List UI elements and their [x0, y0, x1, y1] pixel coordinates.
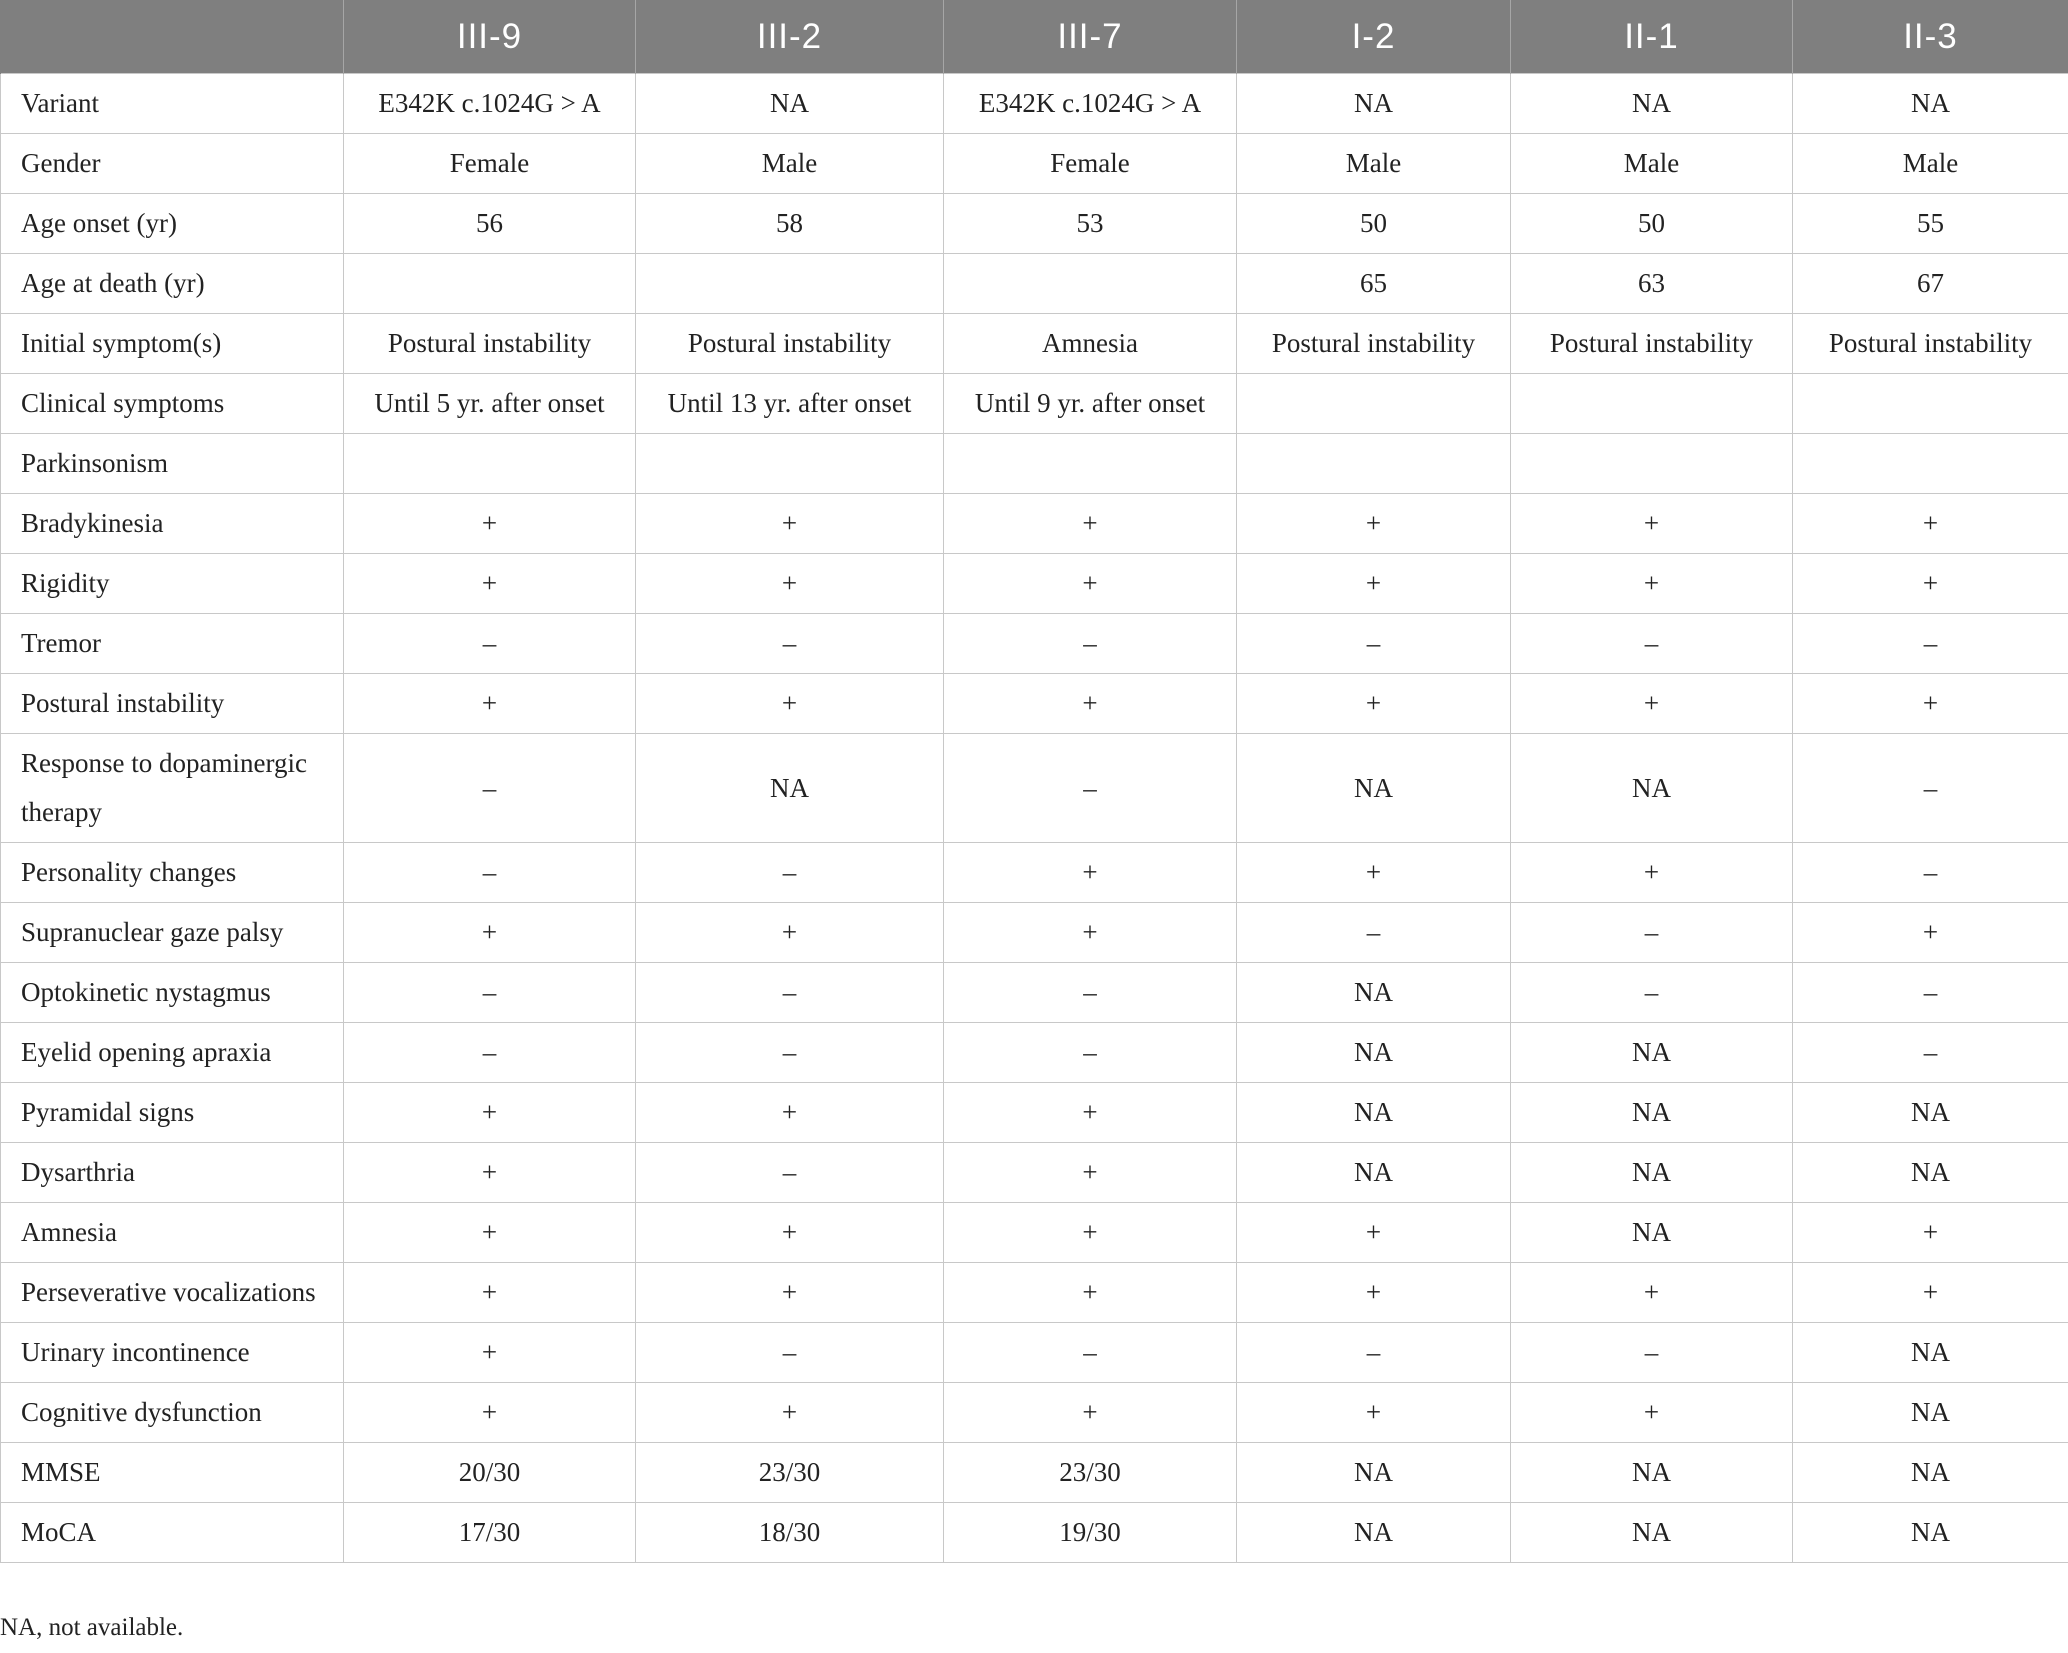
table-cell: NA — [1237, 1443, 1511, 1503]
table-cell — [1793, 434, 2068, 494]
table-cell: NA — [1793, 1083, 2068, 1143]
table-cell — [636, 434, 944, 494]
table-row — [1, 1023, 2068, 1083]
table-cell: Postural instability — [1511, 314, 1793, 374]
table-cell: NA — [1237, 963, 1511, 1023]
table-cell: + — [344, 1143, 636, 1203]
table-cell: NA — [1237, 1503, 1511, 1563]
table-cell: Amnesia — [944, 314, 1237, 374]
table-cell: + — [1511, 1263, 1793, 1323]
table-row — [1, 494, 2068, 554]
header-cell: III-2 — [636, 0, 944, 74]
table-cell: E342K c.1024G > A — [944, 74, 1237, 134]
table-cell: – — [636, 1023, 944, 1083]
table-cell — [1793, 374, 2068, 434]
table-cell: Male — [636, 134, 944, 194]
row-label: MoCA — [1, 1503, 344, 1563]
table-cell: + — [1793, 903, 2068, 963]
table-cell: – — [1793, 963, 2068, 1023]
table-row — [1, 74, 2068, 134]
table-cell: + — [944, 674, 1237, 734]
table-cell: Male — [1511, 134, 1793, 194]
table-cell: NA — [1511, 1443, 1793, 1503]
table-cell: 65 — [1237, 254, 1511, 314]
row-label: Parkinsonism — [1, 434, 344, 494]
table-cell: – — [1793, 614, 2068, 674]
table-cell: NA — [1237, 1083, 1511, 1143]
table-cell: 50 — [1511, 194, 1793, 254]
row-label: Eyelid opening apraxia — [1, 1023, 344, 1083]
row-label: Perseverative vocalizations — [1, 1263, 344, 1323]
table-cell: + — [944, 903, 1237, 963]
table-cell — [1237, 374, 1511, 434]
table-footnote: NA, not available. — [0, 1614, 184, 1641]
table-cell: – — [944, 963, 1237, 1023]
table-cell — [344, 254, 636, 314]
table-cell: + — [1511, 674, 1793, 734]
table-cell: – — [636, 614, 944, 674]
table-cell: + — [636, 554, 944, 614]
table-cell: NA — [1793, 1383, 2068, 1443]
table-cell: NA — [1511, 734, 1793, 843]
table-cell: Postural instability — [344, 314, 636, 374]
table-row — [1, 843, 2068, 903]
table-cell: + — [1793, 554, 2068, 614]
table-cell: NA — [1511, 1203, 1793, 1263]
table-cell: NA — [1511, 1083, 1793, 1143]
table-cell: – — [1511, 963, 1793, 1023]
table-cell: – — [1237, 903, 1511, 963]
table-cell — [944, 434, 1237, 494]
table-cell: Female — [944, 134, 1237, 194]
table-cell: – — [344, 843, 636, 903]
table-cell: – — [344, 1023, 636, 1083]
table-row — [1, 434, 2068, 494]
table-cell: 23/30 — [636, 1443, 944, 1503]
header-cell: I-2 — [1237, 0, 1511, 74]
table-row — [1, 903, 2068, 963]
table-cell: + — [944, 1083, 1237, 1143]
table-row — [1, 254, 2068, 314]
table-cell: NA — [1237, 1023, 1511, 1083]
table-cell: Male — [1793, 134, 2068, 194]
table-cell: + — [1793, 494, 2068, 554]
table-cell: Postural instability — [1793, 314, 2068, 374]
table-cell: + — [344, 1203, 636, 1263]
table-cell: + — [944, 1203, 1237, 1263]
table-cell: + — [1237, 1383, 1511, 1443]
row-label: Variant — [1, 74, 344, 134]
table-cell: – — [636, 1143, 944, 1203]
table-row — [1, 1203, 2068, 1263]
table-cell: Until 13 yr. after onset — [636, 374, 944, 434]
table-cell: 53 — [944, 194, 1237, 254]
table-cell: + — [1511, 554, 1793, 614]
table-cell: + — [1511, 843, 1793, 903]
table-cell: Female — [344, 134, 636, 194]
table-cell: + — [636, 494, 944, 554]
table-cell: Postural instability — [1237, 314, 1511, 374]
table-row — [1, 134, 2068, 194]
table-cell: + — [1511, 1383, 1793, 1443]
table-cell: + — [944, 1263, 1237, 1323]
table-cell: – — [1237, 614, 1511, 674]
row-label: Age onset (yr) — [1, 194, 344, 254]
table-cell: – — [636, 1323, 944, 1383]
row-label: Optokinetic nystagmus — [1, 963, 344, 1023]
table-cell: E342K c.1024G > A — [344, 74, 636, 134]
row-label: Amnesia — [1, 1203, 344, 1263]
table-row — [1, 614, 2068, 674]
table-cell: + — [1237, 554, 1511, 614]
table-row — [1, 1443, 2068, 1503]
row-label: Tremor — [1, 614, 344, 674]
row-label: Cognitive dysfunction — [1, 1383, 344, 1443]
table-cell: 17/30 — [344, 1503, 636, 1563]
table-cell: NA — [1237, 1143, 1511, 1203]
table-cell: NA — [1793, 1323, 2068, 1383]
table-row — [1, 734, 2068, 843]
table-cell: – — [944, 1323, 1237, 1383]
row-label: Initial symptom(s) — [1, 314, 344, 374]
table-cell: NA — [636, 734, 944, 843]
table-cell: + — [944, 1143, 1237, 1203]
table-cell — [1511, 374, 1793, 434]
table-cell: NA — [636, 74, 944, 134]
table-cell: 63 — [1511, 254, 1793, 314]
row-label: Clinical symptoms — [1, 374, 344, 434]
table-cell: 50 — [1237, 194, 1511, 254]
table-row — [1, 1143, 2068, 1203]
table-cell: + — [344, 1083, 636, 1143]
table-cell: – — [344, 734, 636, 843]
table-cell: + — [636, 1203, 944, 1263]
table-cell — [944, 254, 1237, 314]
table-cell — [1237, 434, 1511, 494]
table-cell: + — [344, 674, 636, 734]
header-row — [1, 0, 2068, 74]
table-cell: + — [344, 1323, 636, 1383]
table-cell: + — [344, 1263, 636, 1323]
table-row — [1, 374, 2068, 434]
table-cell: + — [1237, 674, 1511, 734]
table-cell: + — [944, 1383, 1237, 1443]
table-cell: 23/30 — [944, 1443, 1237, 1503]
table-cell: – — [1237, 1323, 1511, 1383]
table-cell: + — [344, 494, 636, 554]
table-cell: + — [344, 903, 636, 963]
table-cell: – — [1511, 903, 1793, 963]
table-row — [1, 963, 2068, 1023]
table-cell: + — [944, 843, 1237, 903]
table-cell: NA — [1793, 1143, 2068, 1203]
table-cell: 19/30 — [944, 1503, 1237, 1563]
table-cell: – — [1511, 614, 1793, 674]
row-label: Dysarthria — [1, 1143, 344, 1203]
table-cell: NA — [1793, 1443, 2068, 1503]
header-cell: II-3 — [1793, 0, 2068, 74]
table-cell: – — [344, 614, 636, 674]
table-cell: – — [636, 843, 944, 903]
table-row — [1, 314, 2068, 374]
table-cell: + — [944, 494, 1237, 554]
row-label: Bradykinesia — [1, 494, 344, 554]
row-label: Rigidity — [1, 554, 344, 614]
table-cell: NA — [1237, 74, 1511, 134]
row-label: Postural instability — [1, 674, 344, 734]
table-cell — [1511, 434, 1793, 494]
row-label: MMSE — [1, 1443, 344, 1503]
table-cell: Until 5 yr. after onset — [344, 374, 636, 434]
row-label: Response to dopaminergic therapy — [1, 734, 344, 843]
table-cell: – — [1793, 843, 2068, 903]
table-cell: NA — [1511, 1143, 1793, 1203]
table-cell: – — [1793, 734, 2068, 843]
table-cell: 58 — [636, 194, 944, 254]
table-cell: + — [1237, 1263, 1511, 1323]
table-cell: Until 9 yr. after onset — [944, 374, 1237, 434]
table-cell: + — [1793, 1203, 2068, 1263]
header-cell: III-7 — [944, 0, 1237, 74]
table-cell: – — [1511, 1323, 1793, 1383]
table-cell: NA — [1511, 74, 1793, 134]
table-cell: + — [1237, 1203, 1511, 1263]
row-label: Age at death (yr) — [1, 254, 344, 314]
table-cell: 20/30 — [344, 1443, 636, 1503]
table-cell: – — [944, 1023, 1237, 1083]
table-cell: + — [636, 903, 944, 963]
table-cell: + — [1237, 494, 1511, 554]
table-row — [1, 1323, 2068, 1383]
table-cell: 18/30 — [636, 1503, 944, 1563]
header-cell: III-9 — [344, 0, 636, 74]
table-row — [1, 674, 2068, 734]
row-label: Pyramidal signs — [1, 1083, 344, 1143]
table-row — [1, 1383, 2068, 1443]
table-cell — [344, 434, 636, 494]
table-cell: + — [944, 554, 1237, 614]
table-cell: – — [944, 734, 1237, 843]
table-cell: – — [636, 963, 944, 1023]
table-cell: 56 — [344, 194, 636, 254]
header-cell: II-1 — [1511, 0, 1793, 74]
row-label: Personality changes — [1, 843, 344, 903]
table-cell: + — [1793, 674, 2068, 734]
row-label: Urinary incontinence — [1, 1323, 344, 1383]
table-row — [1, 1263, 2068, 1323]
table-cell: – — [1793, 1023, 2068, 1083]
table-row — [1, 194, 2068, 254]
table-cell: + — [344, 1383, 636, 1443]
table-cell: + — [636, 674, 944, 734]
table-cell: Male — [1237, 134, 1511, 194]
table-cell: NA — [1793, 1503, 2068, 1563]
table-row — [1, 1503, 2068, 1563]
table-cell: – — [944, 614, 1237, 674]
table-cell: + — [636, 1383, 944, 1443]
table-row — [1, 1083, 2068, 1143]
table-body — [1, 74, 2068, 1563]
row-label: Supranuclear gaze palsy — [1, 903, 344, 963]
row-label: Gender — [1, 134, 344, 194]
table-cell: + — [344, 554, 636, 614]
table-cell: NA — [1237, 734, 1511, 843]
table-cell: NA — [1511, 1503, 1793, 1563]
table-cell: + — [636, 1083, 944, 1143]
table-cell: NA — [1793, 74, 2068, 134]
table-cell: Postural instability — [636, 314, 944, 374]
table-cell: + — [1511, 494, 1793, 554]
header-cell-empty — [1, 0, 344, 74]
table-cell: NA — [1511, 1023, 1793, 1083]
table-cell: + — [1237, 843, 1511, 903]
table-cell: – — [344, 963, 636, 1023]
table-cell: + — [636, 1263, 944, 1323]
table-cell: 55 — [1793, 194, 2068, 254]
table-row — [1, 554, 2068, 614]
table-cell: 67 — [1793, 254, 2068, 314]
table-cell — [636, 254, 944, 314]
table-cell: + — [1793, 1263, 2068, 1323]
